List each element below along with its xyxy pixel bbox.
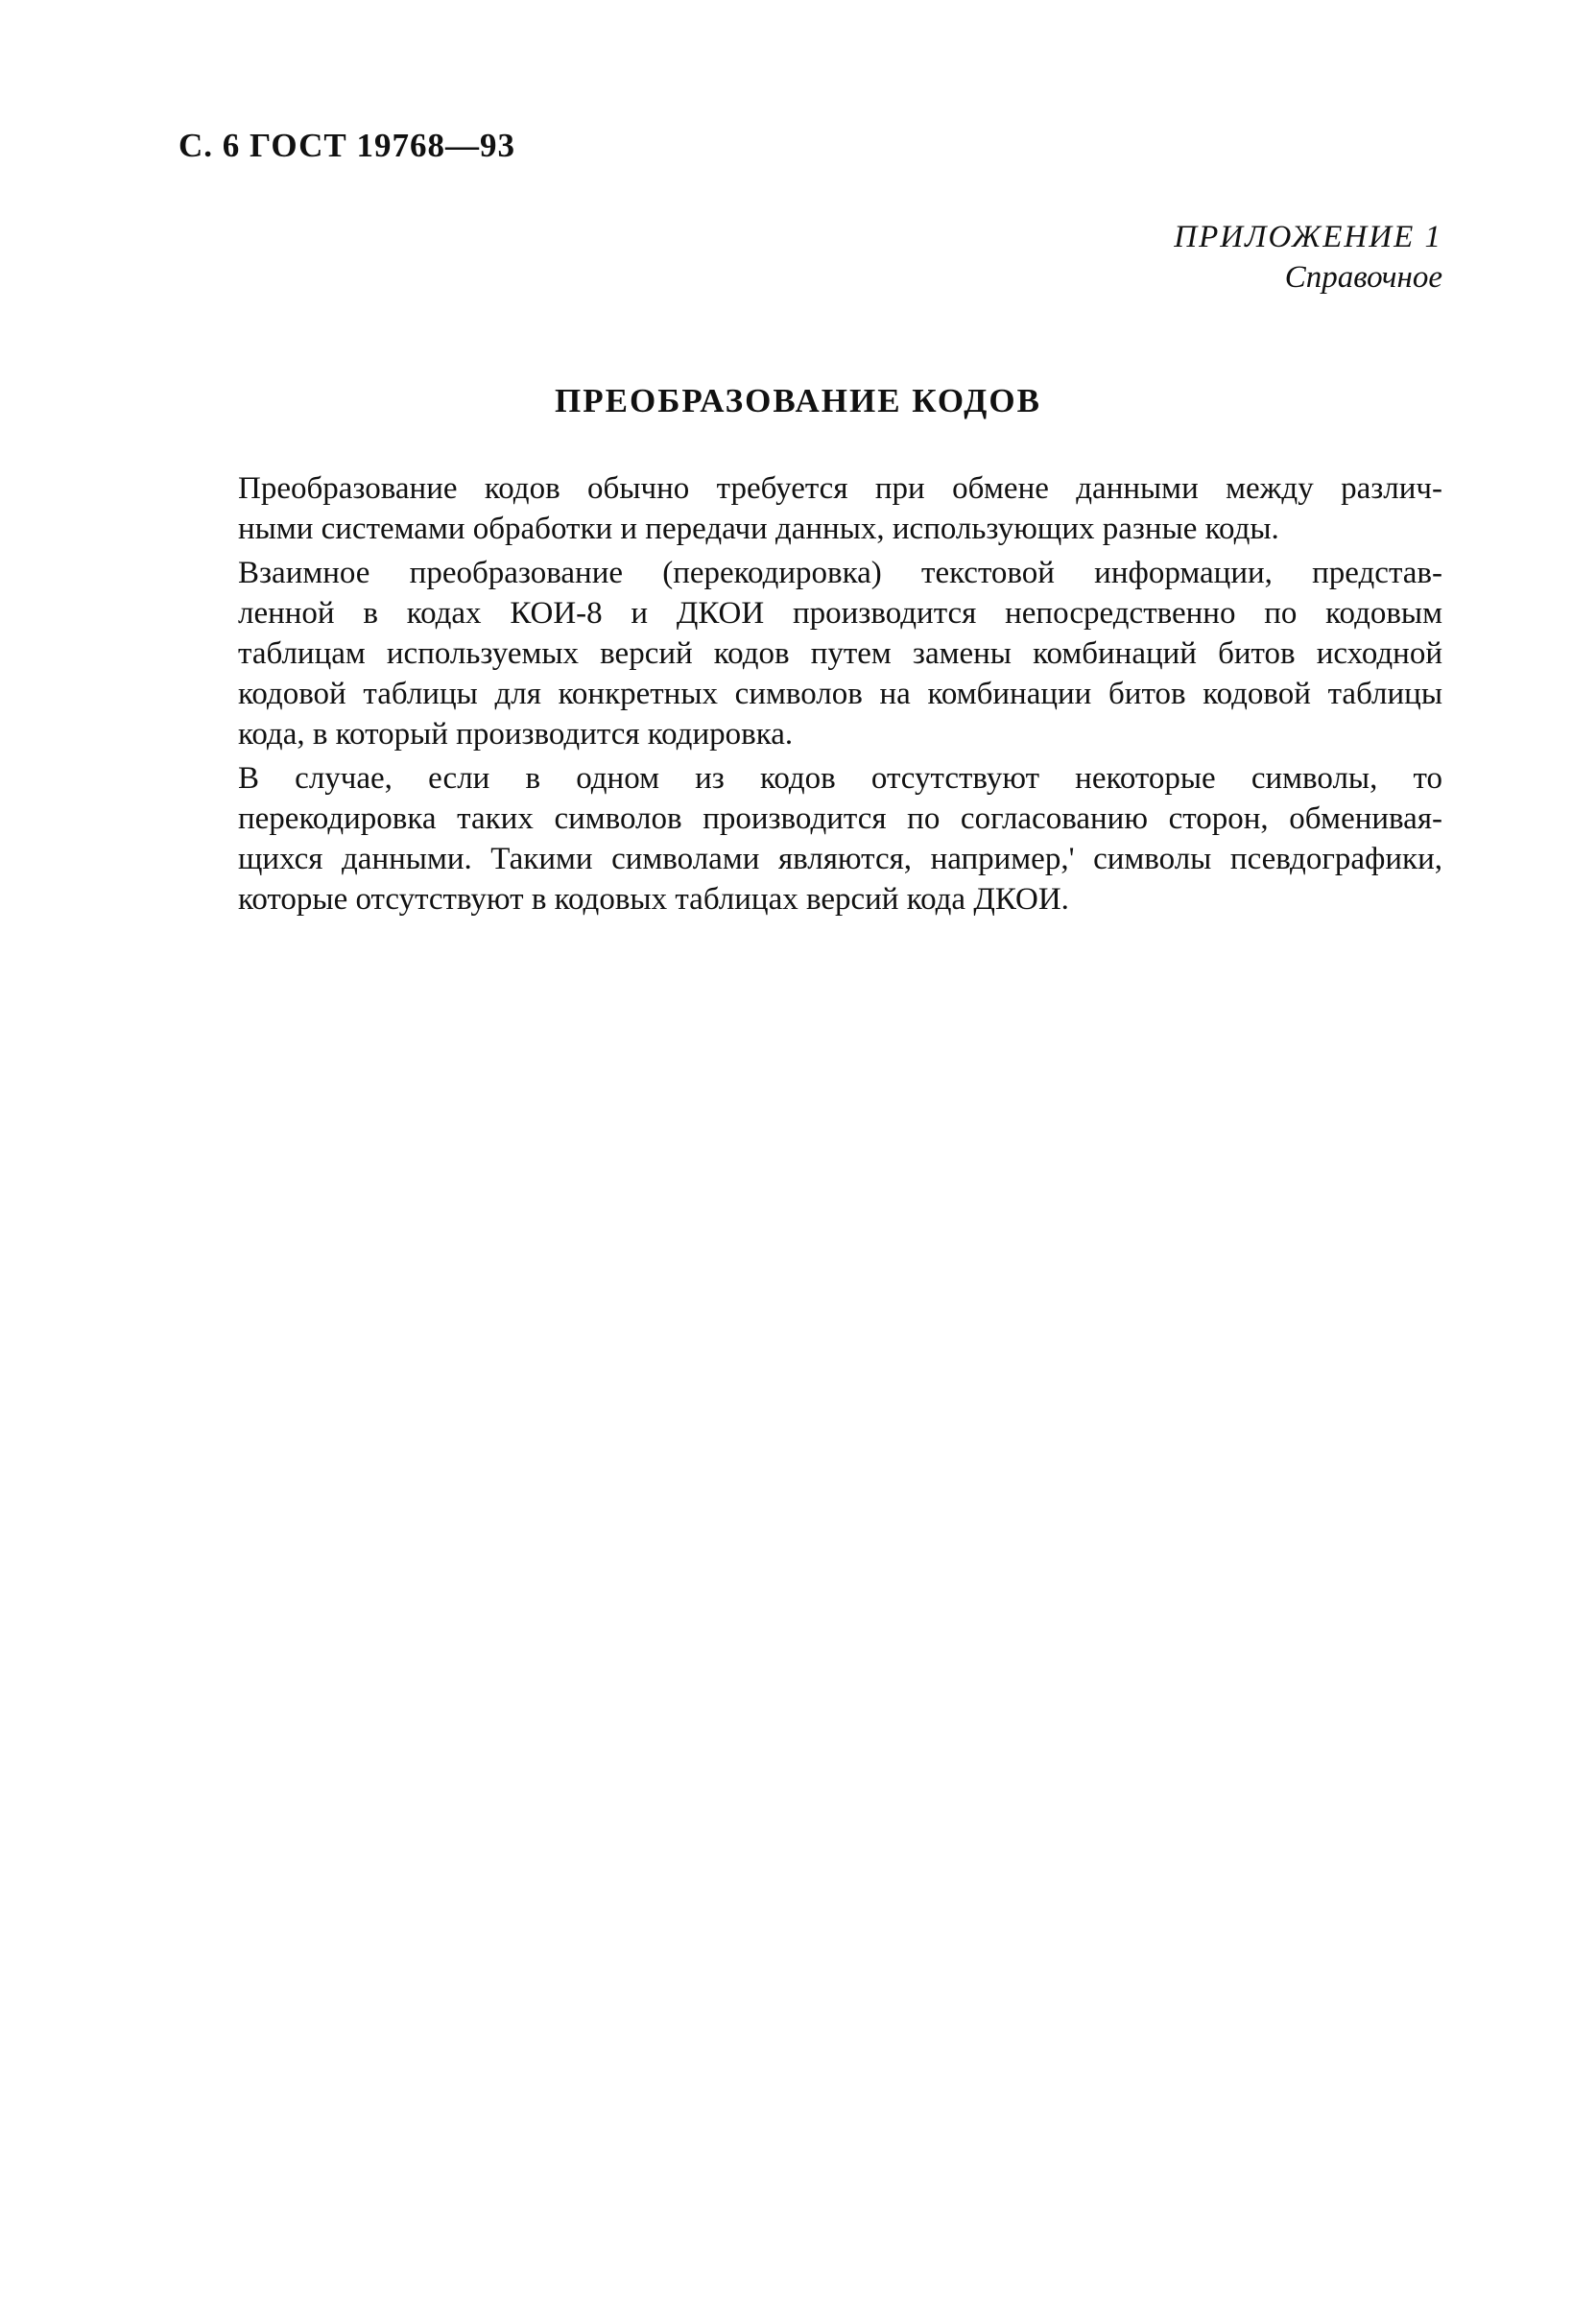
paragraph-1 bbox=[179, 468, 1442, 549]
text-line: перекодировка таких символов производится по согласованию сторон, обменивая- bbox=[238, 801, 1442, 836]
paragraph-3 bbox=[179, 758, 1442, 920]
text-line: таблицам используемых версий кодов путем замены комбинаций битов исходной bbox=[238, 636, 1442, 671]
text-line: щихся данными. Такими символами являются, например,' символы псевдографики, bbox=[238, 842, 1442, 876]
text-line: которые отсутствуют в кодовых таблицах версий кода ДКОИ. bbox=[238, 882, 1069, 917]
annex-title: ПРИЛОЖЕНИЕ 1 bbox=[1174, 220, 1442, 254]
text-line: ными системами обработки и передачи данных, использующих разные коды. bbox=[238, 512, 1279, 546]
text-line: ленной в кодах КОИ-8 и ДКОИ производится непосредственно по кодовым bbox=[238, 596, 1442, 631]
section-title: ПРЕОБРАЗОВАНИЕ КОДОВ bbox=[555, 382, 1041, 419]
paragraph-2 bbox=[179, 553, 1442, 754]
annex-status: Справочное bbox=[1284, 260, 1442, 295]
text-line: Преобразование кодов обычно требуется при обмене данными между различ- bbox=[238, 471, 1442, 506]
body-text bbox=[179, 468, 1442, 923]
text-line: кода, в который производится кодировка. bbox=[238, 717, 794, 752]
text-line: В случае, если в одном из кодов отсутствуют некоторые символы, то bbox=[238, 761, 1442, 796]
annex-block bbox=[1174, 217, 1442, 298]
text-line: Взаимное преобразование (перекодировка) текстовой информации, представ- bbox=[238, 556, 1442, 590]
text-line: кодовой таблицы для конкретных символов на комбинации битов кодовой таблицы bbox=[238, 677, 1442, 711]
running-header: С. 6 ГОСТ 19768—93 bbox=[179, 127, 515, 164]
